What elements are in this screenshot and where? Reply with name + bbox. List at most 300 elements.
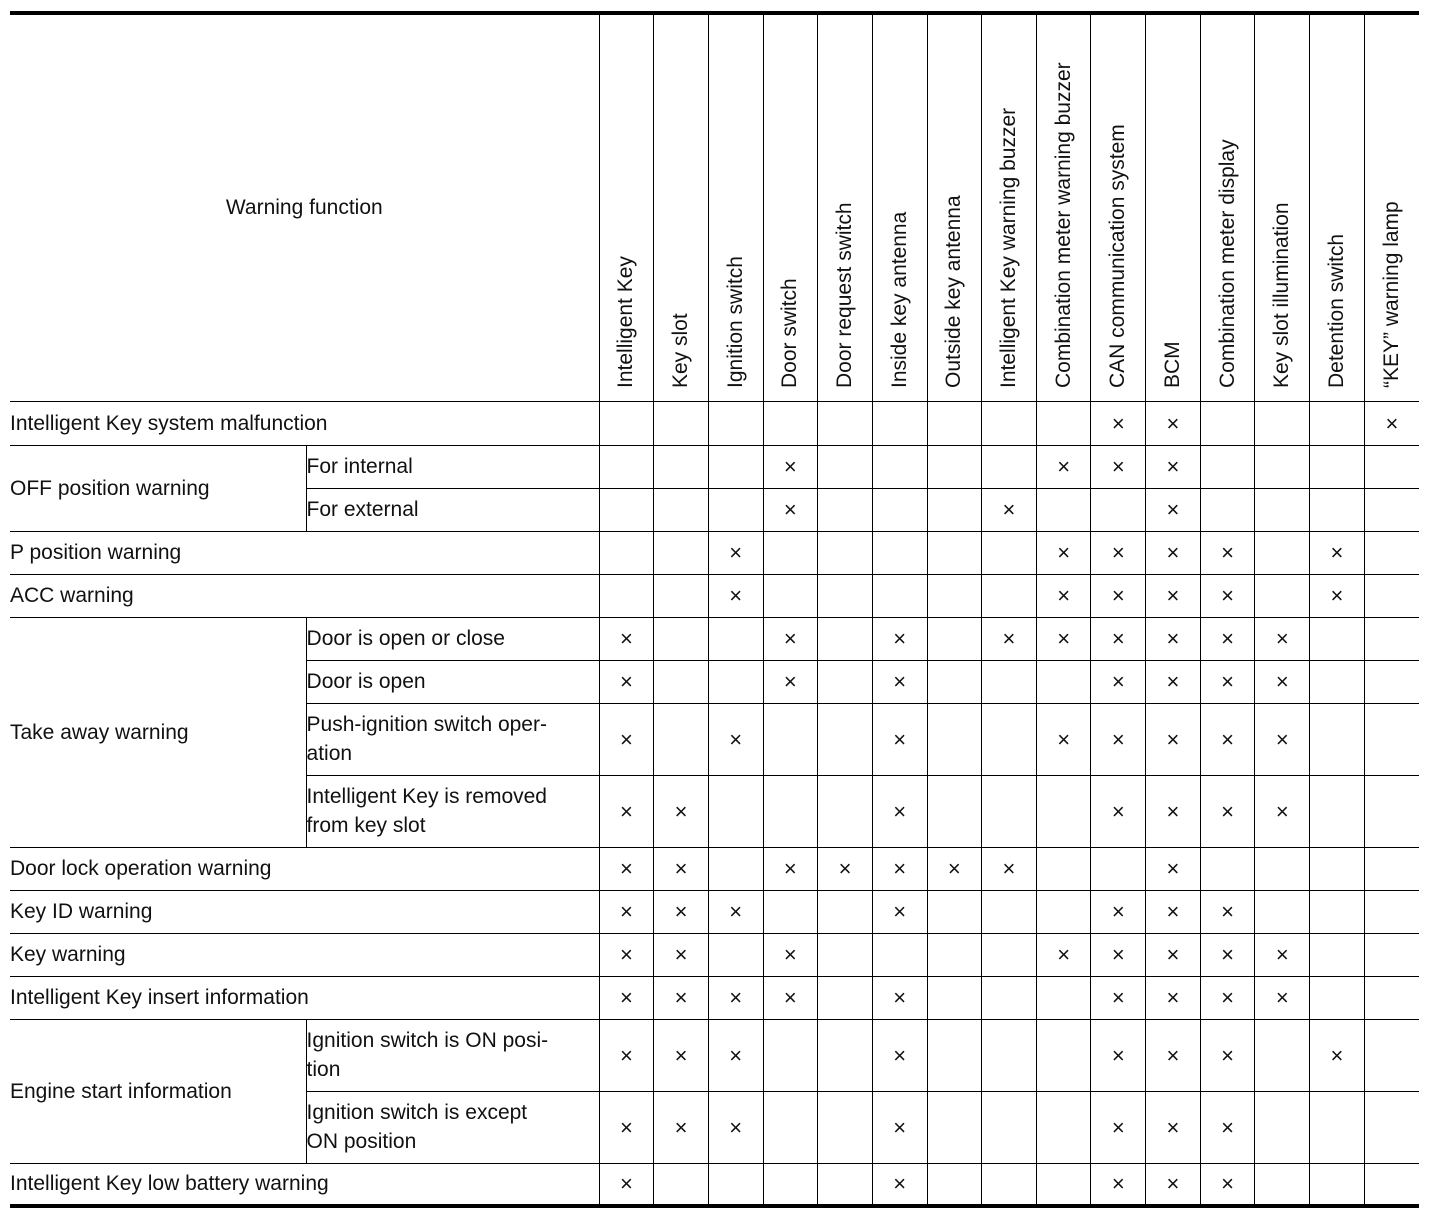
check-mark: × xyxy=(763,976,818,1019)
warning-function-intelligent-key-system-malfunction: Intelligent Key system malfunction xyxy=(10,401,599,445)
check-mark: × xyxy=(1200,775,1255,847)
empty-cell xyxy=(982,445,1037,488)
empty-cell xyxy=(1255,445,1310,488)
empty-cell xyxy=(982,976,1037,1019)
table-row xyxy=(10,890,1419,933)
check-mark: × xyxy=(1255,660,1310,703)
column-header-outside-key-antenna xyxy=(927,13,982,401)
check-mark: × xyxy=(763,617,818,660)
check-mark: × xyxy=(1146,617,1201,660)
empty-cell xyxy=(1036,890,1091,933)
check-mark: × xyxy=(1091,531,1146,574)
empty-cell xyxy=(1036,1019,1091,1091)
empty-cell xyxy=(982,775,1037,847)
empty-cell xyxy=(599,574,654,617)
check-mark: × xyxy=(1091,775,1146,847)
empty-cell xyxy=(818,933,873,976)
check-mark: × xyxy=(1146,976,1201,1019)
empty-cell xyxy=(818,488,873,531)
empty-cell xyxy=(1364,617,1419,660)
empty-cell xyxy=(1364,660,1419,703)
check-mark: × xyxy=(872,976,927,1019)
check-mark: × xyxy=(818,847,873,890)
empty-cell xyxy=(927,703,982,775)
warning-function-intelligent-key-insert-information: Intelligent Key insert information xyxy=(10,976,599,1019)
column-header-key-warning-lamp xyxy=(1364,13,1419,401)
table-row xyxy=(10,847,1419,890)
empty-cell xyxy=(927,933,982,976)
sub-condition-ignition-switch-is-on-posi-tion: Ignition switch is ON posi- tion xyxy=(306,1019,599,1091)
check-mark: × xyxy=(1146,1091,1201,1163)
check-mark: × xyxy=(708,976,763,1019)
check-mark: × xyxy=(1091,574,1146,617)
check-mark: × xyxy=(1091,1163,1146,1206)
empty-cell xyxy=(599,401,654,445)
check-mark: × xyxy=(1146,1163,1201,1206)
empty-cell xyxy=(708,775,763,847)
check-mark: × xyxy=(982,488,1037,531)
empty-cell xyxy=(818,1091,873,1163)
check-mark: × xyxy=(763,847,818,890)
column-header-key-slot xyxy=(654,13,709,401)
check-mark: × xyxy=(599,660,654,703)
check-mark: × xyxy=(599,890,654,933)
sub-condition-door-is-open-or-close: Door is open or close xyxy=(306,617,599,660)
check-mark: × xyxy=(599,1019,654,1091)
empty-cell xyxy=(1255,531,1310,574)
check-mark: × xyxy=(1200,574,1255,617)
empty-cell xyxy=(927,445,982,488)
empty-cell xyxy=(708,445,763,488)
empty-cell xyxy=(982,531,1037,574)
check-mark: × xyxy=(708,1019,763,1091)
check-mark: × xyxy=(1255,775,1310,847)
empty-cell xyxy=(982,890,1037,933)
empty-cell xyxy=(1310,933,1365,976)
check-mark: × xyxy=(1146,574,1201,617)
table-row xyxy=(10,933,1419,976)
column-header-label: CAN communication system xyxy=(1106,123,1130,388)
check-mark: × xyxy=(872,660,927,703)
empty-cell xyxy=(654,617,709,660)
column-header-can-communication-system xyxy=(1091,13,1146,401)
empty-cell xyxy=(1310,1091,1365,1163)
column-header-intelligent-key-warning-buzzer xyxy=(982,13,1037,401)
sub-condition-door-is-open: Door is open xyxy=(306,660,599,703)
table-row xyxy=(10,574,1419,617)
check-mark: × xyxy=(1200,703,1255,775)
table-body xyxy=(10,401,1419,1206)
table-row xyxy=(10,445,1419,488)
empty-cell xyxy=(1364,976,1419,1019)
empty-cell xyxy=(654,445,709,488)
column-header-label: Intelligent Key warning buzzer xyxy=(996,107,1020,388)
check-mark: × xyxy=(1200,1019,1255,1091)
empty-cell xyxy=(1310,401,1365,445)
sub-condition-ignition-switch-is-except-on-position: Ignition switch is except ON position xyxy=(306,1091,599,1163)
check-mark: × xyxy=(1310,574,1365,617)
check-mark: × xyxy=(654,1091,709,1163)
empty-cell xyxy=(1310,445,1365,488)
column-header-door-switch xyxy=(763,13,818,401)
column-header-ignition-switch xyxy=(708,13,763,401)
empty-cell xyxy=(818,531,873,574)
empty-cell xyxy=(927,660,982,703)
empty-cell xyxy=(927,890,982,933)
column-header-door-request-switch xyxy=(818,13,873,401)
column-header-label: “KEY” warning lamp xyxy=(1379,200,1403,388)
column-header-label: Outside key antenna xyxy=(942,194,966,388)
check-mark: × xyxy=(1146,890,1201,933)
empty-cell xyxy=(1255,1019,1310,1091)
table-row xyxy=(10,1163,1419,1206)
empty-cell xyxy=(927,531,982,574)
table-row xyxy=(10,401,1419,445)
check-mark: × xyxy=(1091,1091,1146,1163)
empty-cell xyxy=(708,847,763,890)
empty-cell xyxy=(1310,617,1365,660)
empty-cell xyxy=(818,703,873,775)
column-header-combination-meter-display xyxy=(1200,13,1255,401)
empty-cell xyxy=(1036,660,1091,703)
empty-cell xyxy=(982,1019,1037,1091)
empty-cell xyxy=(872,488,927,531)
empty-cell xyxy=(927,617,982,660)
empty-cell xyxy=(818,445,873,488)
check-mark: × xyxy=(599,847,654,890)
empty-cell xyxy=(872,445,927,488)
check-mark: × xyxy=(872,703,927,775)
check-mark: × xyxy=(599,933,654,976)
column-header-label: Key slot illumination xyxy=(1270,201,1294,388)
empty-cell xyxy=(927,574,982,617)
empty-cell xyxy=(1310,976,1365,1019)
check-mark: × xyxy=(872,775,927,847)
empty-cell xyxy=(763,531,818,574)
check-mark: × xyxy=(1200,890,1255,933)
check-mark: × xyxy=(1146,488,1201,531)
column-header-label: Door request switch xyxy=(833,201,857,388)
empty-cell xyxy=(1310,660,1365,703)
warning-function-table xyxy=(10,11,1419,1208)
check-mark: × xyxy=(1146,660,1201,703)
empty-cell xyxy=(1364,933,1419,976)
check-mark: × xyxy=(1146,401,1201,445)
check-mark: × xyxy=(872,1019,927,1091)
empty-cell xyxy=(927,1163,982,1206)
check-mark: × xyxy=(1146,703,1201,775)
empty-cell xyxy=(1364,1019,1419,1091)
check-mark: × xyxy=(1200,617,1255,660)
check-mark: × xyxy=(1036,445,1091,488)
empty-cell xyxy=(1255,574,1310,617)
empty-cell xyxy=(982,401,1037,445)
warning-function-off-position-warning: OFF position warning xyxy=(10,445,306,531)
check-mark: × xyxy=(872,847,927,890)
check-mark: × xyxy=(654,1019,709,1091)
warning-function-door-lock-operation-warning: Door lock operation warning xyxy=(10,847,599,890)
empty-cell xyxy=(654,531,709,574)
empty-cell xyxy=(654,401,709,445)
empty-cell xyxy=(818,574,873,617)
empty-cell xyxy=(1364,531,1419,574)
empty-cell xyxy=(763,1091,818,1163)
column-header-key-slot-illumination xyxy=(1255,13,1310,401)
empty-cell xyxy=(1200,847,1255,890)
table-row xyxy=(10,976,1419,1019)
check-mark: × xyxy=(1146,847,1201,890)
check-mark: × xyxy=(1200,1163,1255,1206)
empty-cell xyxy=(1364,890,1419,933)
empty-cell xyxy=(982,660,1037,703)
empty-cell xyxy=(818,775,873,847)
warning-function-engine-start-information: Engine start information xyxy=(10,1019,306,1163)
empty-cell xyxy=(763,574,818,617)
check-mark: × xyxy=(872,1163,927,1206)
check-mark: × xyxy=(1200,976,1255,1019)
check-mark: × xyxy=(654,976,709,1019)
empty-cell xyxy=(599,488,654,531)
check-mark: × xyxy=(1091,703,1146,775)
warning-function-intelligent-key-low-battery-warning: Intelligent Key low battery warning xyxy=(10,1163,599,1206)
check-mark: × xyxy=(1091,1019,1146,1091)
check-mark: × xyxy=(654,890,709,933)
empty-cell xyxy=(708,401,763,445)
check-mark: × xyxy=(1255,703,1310,775)
empty-cell xyxy=(1310,703,1365,775)
empty-cell xyxy=(599,531,654,574)
table-row xyxy=(10,617,1419,660)
check-mark: × xyxy=(1036,933,1091,976)
empty-cell xyxy=(982,1091,1037,1163)
empty-cell xyxy=(1364,1091,1419,1163)
empty-cell xyxy=(1310,488,1365,531)
table-row xyxy=(10,1019,1419,1091)
empty-cell xyxy=(1255,847,1310,890)
empty-cell xyxy=(818,617,873,660)
check-mark: × xyxy=(708,890,763,933)
empty-cell xyxy=(1200,445,1255,488)
empty-cell xyxy=(1036,1163,1091,1206)
empty-cell xyxy=(763,703,818,775)
empty-cell xyxy=(708,933,763,976)
empty-cell xyxy=(763,1019,818,1091)
warning-function-p-position-warning: P position warning xyxy=(10,531,599,574)
empty-cell xyxy=(1310,775,1365,847)
check-mark: × xyxy=(1200,531,1255,574)
check-mark: × xyxy=(599,775,654,847)
empty-cell xyxy=(1036,775,1091,847)
empty-cell xyxy=(1255,1091,1310,1163)
empty-cell xyxy=(872,401,927,445)
empty-cell xyxy=(1200,401,1255,445)
empty-cell xyxy=(872,574,927,617)
empty-cell xyxy=(1364,488,1419,531)
empty-cell xyxy=(763,890,818,933)
column-header-label: Door switch xyxy=(778,277,802,388)
empty-cell xyxy=(1255,401,1310,445)
column-header-label: BCM xyxy=(1160,340,1184,388)
check-mark: × xyxy=(1091,660,1146,703)
empty-cell xyxy=(1364,574,1419,617)
check-mark: × xyxy=(708,703,763,775)
check-mark: × xyxy=(982,617,1037,660)
check-mark: × xyxy=(708,1091,763,1163)
empty-cell xyxy=(654,660,709,703)
empty-cell xyxy=(654,574,709,617)
check-mark: × xyxy=(1091,890,1146,933)
table-row xyxy=(10,531,1419,574)
column-header-label: Intelligent Key xyxy=(614,255,638,388)
empty-cell xyxy=(1310,847,1365,890)
empty-cell xyxy=(927,488,982,531)
empty-cell xyxy=(1036,1091,1091,1163)
empty-cell xyxy=(1364,775,1419,847)
column-header-label: Key slot xyxy=(669,312,693,388)
empty-cell xyxy=(763,775,818,847)
empty-cell xyxy=(982,1163,1037,1206)
empty-cell xyxy=(1036,488,1091,531)
empty-cell xyxy=(1036,847,1091,890)
empty-cell xyxy=(927,1019,982,1091)
empty-cell xyxy=(1310,1163,1365,1206)
empty-cell xyxy=(982,933,1037,976)
check-mark: × xyxy=(1364,401,1419,445)
check-mark: × xyxy=(1036,574,1091,617)
check-mark: × xyxy=(1036,617,1091,660)
empty-cell xyxy=(818,1163,873,1206)
empty-cell xyxy=(1364,445,1419,488)
empty-cell xyxy=(1255,488,1310,531)
empty-cell xyxy=(818,1019,873,1091)
column-header-inside-key-antenna xyxy=(872,13,927,401)
empty-cell xyxy=(982,703,1037,775)
check-mark: × xyxy=(1200,1091,1255,1163)
check-mark: × xyxy=(1036,703,1091,775)
check-mark: × xyxy=(654,933,709,976)
empty-cell xyxy=(1091,847,1146,890)
empty-cell xyxy=(708,1163,763,1206)
sub-condition-intelligent-key-is-removed-from-key-slot: Intelligent Key is removed from key slot xyxy=(306,775,599,847)
empty-cell xyxy=(1364,703,1419,775)
sub-condition-push-ignition-switch-oper-ation: Push-ignition switch oper- ation xyxy=(306,703,599,775)
check-mark: × xyxy=(763,933,818,976)
check-mark: × xyxy=(654,775,709,847)
check-mark: × xyxy=(1091,401,1146,445)
check-mark: × xyxy=(1146,775,1201,847)
check-mark: × xyxy=(1255,617,1310,660)
check-mark: × xyxy=(1091,617,1146,660)
check-mark: × xyxy=(1146,1019,1201,1091)
empty-cell xyxy=(1310,890,1365,933)
column-header-label: Ignition switch xyxy=(723,255,747,388)
column-header-label: Detention switch xyxy=(1324,233,1348,388)
empty-cell xyxy=(927,1091,982,1163)
empty-cell xyxy=(1255,1163,1310,1206)
empty-cell xyxy=(818,660,873,703)
sub-condition-for-external: For external xyxy=(306,488,599,531)
empty-cell xyxy=(818,976,873,1019)
empty-cell xyxy=(1091,488,1146,531)
check-mark: × xyxy=(1036,531,1091,574)
check-mark: × xyxy=(599,1163,654,1206)
column-header-label: Inside key antenna xyxy=(887,211,911,388)
empty-cell xyxy=(654,703,709,775)
check-mark: × xyxy=(1146,445,1201,488)
check-mark: × xyxy=(763,660,818,703)
empty-cell xyxy=(1036,401,1091,445)
column-header-label: Combination meter display xyxy=(1215,138,1239,388)
check-mark: × xyxy=(654,847,709,890)
empty-cell xyxy=(872,933,927,976)
empty-cell xyxy=(818,890,873,933)
empty-cell xyxy=(1364,1163,1419,1206)
column-header-intelligent-key xyxy=(599,13,654,401)
warning-function-acc-warning: ACC warning xyxy=(10,574,599,617)
check-mark: × xyxy=(1255,976,1310,1019)
warning-function-header: Warning function xyxy=(10,13,599,401)
empty-cell xyxy=(1255,890,1310,933)
check-mark: × xyxy=(599,703,654,775)
empty-cell xyxy=(818,401,873,445)
check-mark: × xyxy=(763,488,818,531)
empty-cell xyxy=(654,1163,709,1206)
empty-cell xyxy=(927,976,982,1019)
empty-cell xyxy=(763,1163,818,1206)
check-mark: × xyxy=(599,617,654,660)
empty-cell xyxy=(654,488,709,531)
empty-cell xyxy=(982,574,1037,617)
check-mark: × xyxy=(1255,933,1310,976)
check-mark: × xyxy=(927,847,982,890)
check-mark: × xyxy=(1310,1019,1365,1091)
warning-function-take-away-warning: Take away warning xyxy=(10,617,306,847)
empty-cell xyxy=(1036,976,1091,1019)
empty-cell xyxy=(708,660,763,703)
empty-cell xyxy=(708,488,763,531)
check-mark: × xyxy=(872,1091,927,1163)
check-mark: × xyxy=(1091,445,1146,488)
check-mark: × xyxy=(872,617,927,660)
warning-function-key-id-warning: Key ID warning xyxy=(10,890,599,933)
column-header-combination-meter-warning-buzzer xyxy=(1036,13,1091,401)
empty-cell xyxy=(708,617,763,660)
empty-cell xyxy=(599,445,654,488)
check-mark: × xyxy=(708,574,763,617)
check-mark: × xyxy=(1146,531,1201,574)
empty-cell xyxy=(763,401,818,445)
check-mark: × xyxy=(1200,933,1255,976)
empty-cell xyxy=(1364,847,1419,890)
check-mark: × xyxy=(763,445,818,488)
check-mark: × xyxy=(872,890,927,933)
column-header-detention-switch xyxy=(1310,13,1365,401)
empty-cell xyxy=(1200,488,1255,531)
check-mark: × xyxy=(982,847,1037,890)
column-header-bcm xyxy=(1146,13,1201,401)
check-mark: × xyxy=(708,531,763,574)
empty-cell xyxy=(927,775,982,847)
sub-condition-for-internal: For internal xyxy=(306,445,599,488)
header-row xyxy=(10,13,1419,401)
check-mark: × xyxy=(1200,660,1255,703)
check-mark: × xyxy=(1091,933,1146,976)
check-mark: × xyxy=(1310,531,1365,574)
empty-cell xyxy=(927,401,982,445)
check-mark: × xyxy=(1146,933,1201,976)
check-mark: × xyxy=(599,1091,654,1163)
warning-function-key-warning: Key warning xyxy=(10,933,599,976)
